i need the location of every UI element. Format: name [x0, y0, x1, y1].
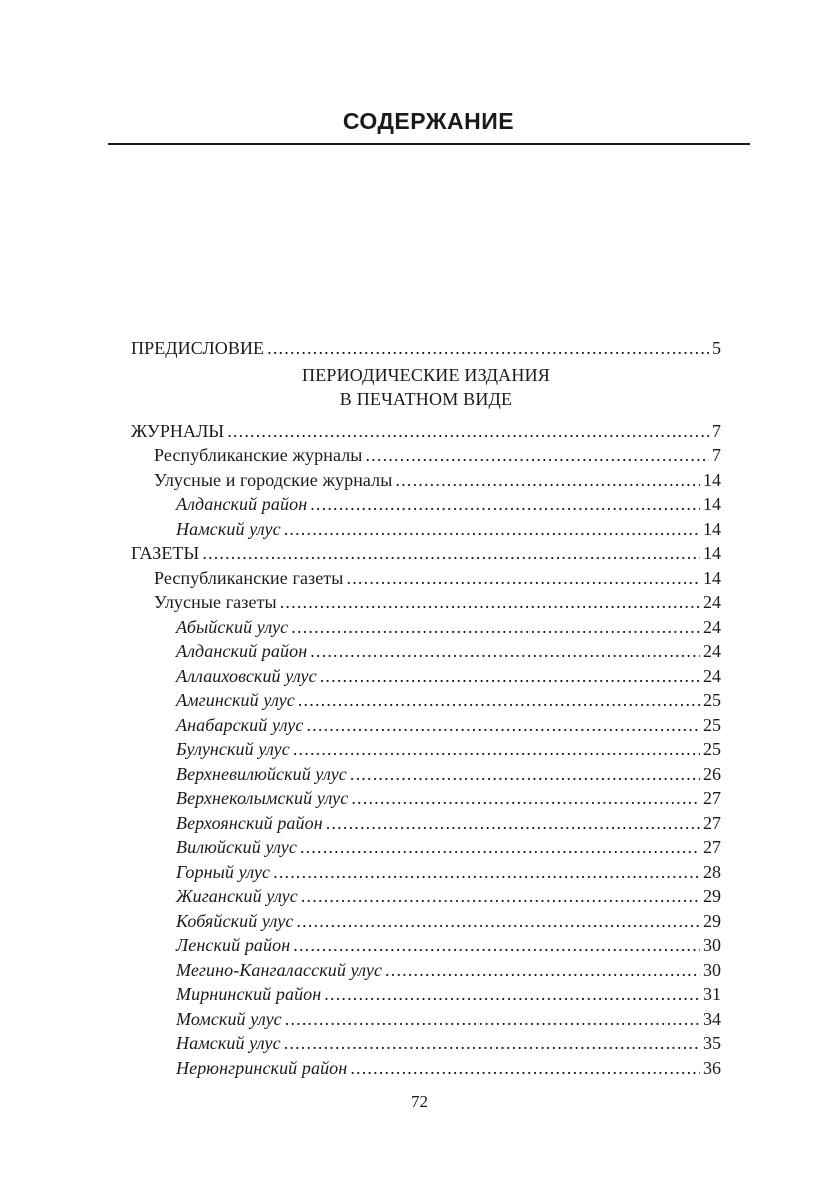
toc-entry-page: 25 [703, 714, 721, 735]
toc-entry-title: Мегино-Кангаласский улус [176, 959, 383, 980]
toc-entry-page: 14 [703, 567, 721, 588]
toc-entry-title: Жиганский улус [176, 886, 298, 906]
toc-entry-page: 25 [703, 739, 721, 759]
toc-entry[interactable] [131, 884, 721, 909]
toc-entry-preface[interactable] [131, 336, 721, 361]
toc-entry-page: 31 [703, 984, 721, 1004]
toc-entry-page: 27 [703, 812, 721, 833]
toc-entry-title: Вилюйский улус [176, 837, 297, 857]
toc-leader-dots [280, 590, 700, 614]
toc-entry-page: 7 [712, 420, 721, 441]
toc-entry-page: 35 [703, 1033, 721, 1053]
toc-entry[interactable] [131, 933, 721, 958]
toc-entry-page: 14 [703, 543, 721, 563]
toc-entry[interactable] [131, 664, 721, 689]
toc-entry-title: Анабарский улус [176, 714, 304, 735]
toc-entry-title: Абыйский улус [176, 616, 289, 637]
toc-entry[interactable] [131, 1056, 721, 1081]
toc-leader-dots [306, 713, 700, 737]
toc-entry-page: 24 [703, 641, 721, 661]
toc-entry-title: Мирнинский район [176, 984, 322, 1004]
toc-leader-dots [320, 664, 700, 688]
toc-leader-dots [291, 615, 700, 639]
toc-entry-title: ГАЗЕТЫ [131, 543, 200, 563]
toc-entry[interactable] [131, 762, 721, 787]
toc-entry-page: 14 [703, 518, 721, 539]
toc-leader-dots [293, 933, 700, 957]
toc-entry-title: Республиканские газеты [154, 567, 344, 588]
toc-entry-page: 36 [703, 1057, 721, 1078]
toc-entry-title: Алданский район [176, 494, 308, 514]
toc-entry-title: Булунский улус [176, 739, 290, 759]
toc-entry-page: 7 [712, 445, 721, 465]
toc-entry[interactable] [131, 615, 721, 640]
toc-entry[interactable] [131, 492, 721, 517]
toc-entry-page: 14 [703, 494, 721, 514]
toc-entry[interactable] [131, 566, 721, 591]
toc-entry-page: 30 [703, 959, 721, 980]
toc-entry[interactable] [131, 835, 721, 860]
toc-entry[interactable] [131, 958, 721, 983]
toc-leader-dots [285, 1007, 700, 1031]
toc-leader-dots [301, 884, 700, 908]
toc-leader-dots [310, 492, 700, 516]
toc-entry[interactable] [131, 443, 721, 468]
toc-entry[interactable] [131, 590, 721, 615]
toc-entry-title: Момский улус [176, 1008, 282, 1029]
toc-leader-dots [324, 982, 700, 1006]
toc-entry-page: 5 [712, 338, 721, 358]
toc-entry-title: Верхневилюйский улус [176, 763, 347, 784]
toc-entry[interactable] [131, 737, 721, 762]
toc-leader-dots [395, 468, 700, 492]
toc-entry-page: 29 [703, 910, 721, 931]
toc-entry[interactable] [131, 860, 721, 885]
toc-entry-title: Алданский район [176, 641, 308, 661]
toc-entry-page: 28 [703, 861, 721, 882]
toc-entry-page: 30 [703, 935, 721, 955]
toc-leader-dots [300, 835, 700, 859]
toc-entry-title: Кобяйский улус [176, 910, 294, 931]
toc-entry-title: Верхнеколымский улус [176, 788, 349, 808]
toc-entry[interactable] [131, 688, 721, 713]
toc-leader-dots [296, 909, 700, 933]
toc-entry[interactable] [131, 1031, 721, 1056]
toc-entry-page: 27 [703, 837, 721, 857]
toc-leader-dots [202, 541, 700, 565]
toc-entry[interactable] [131, 468, 721, 493]
toc-entry-title: ЖУРНАЛЫ [131, 420, 225, 441]
toc-entry-page: 14 [703, 469, 721, 490]
toc-entry-page: 27 [703, 788, 721, 808]
table-of-contents [131, 336, 721, 1080]
toc-entry[interactable] [131, 786, 721, 811]
toc-entry-title: Нерюнгринский район [176, 1057, 348, 1078]
toc-leader-dots [273, 860, 700, 884]
title-rule [108, 143, 750, 145]
toc-entry-title: Горный улус [176, 861, 271, 882]
toc-leader-dots [350, 1056, 700, 1080]
toc-leader-dots [351, 786, 700, 810]
toc-entry-page: 26 [703, 763, 721, 784]
toc-entry-page: 25 [703, 690, 721, 710]
toc-entry-title: ПРЕДИСЛОВИЕ [131, 338, 265, 358]
toc-entry-title: Амгинский улус [176, 690, 295, 710]
toc-entry-page: 29 [703, 886, 721, 906]
section-title [131, 363, 721, 411]
toc-leader-dots [326, 811, 700, 835]
toc-entry-title: Республиканские журналы [154, 445, 363, 465]
toc-entry[interactable] [131, 713, 721, 738]
page-number: 72 [411, 1092, 428, 1111]
toc-entry-page: 34 [703, 1008, 721, 1029]
toc-entry-title: Ленский район [176, 935, 291, 955]
toc-leader-dots [350, 762, 700, 786]
toc-leader-dots [298, 688, 700, 712]
toc-entry-title: Намский улус [176, 518, 281, 539]
toc-entry[interactable] [131, 541, 721, 566]
toc-leader-dots [227, 419, 709, 443]
toc-leader-dots [385, 958, 700, 982]
toc-leader-dots [267, 336, 709, 360]
toc-entry-title: Верхоянский район [176, 812, 323, 833]
toc-entry-page: 24 [703, 665, 721, 686]
toc-entry[interactable] [131, 1007, 721, 1032]
section-title-line: ПЕРИОДИЧЕСКИЕ ИЗДАНИЯ [302, 364, 550, 385]
toc-leader-dots [284, 517, 700, 541]
toc-leader-dots [310, 639, 700, 663]
toc-entry[interactable] [131, 419, 721, 444]
toc-entry-page: 24 [703, 616, 721, 637]
toc-entry[interactable] [131, 811, 721, 836]
toc-leader-dots [365, 443, 709, 467]
toc-leader-dots [284, 1031, 700, 1055]
toc-entry-page: 24 [703, 592, 721, 612]
toc-entry[interactable] [131, 982, 721, 1007]
toc-leader-dots [293, 737, 700, 761]
toc-entry-title: Улусные газеты [154, 592, 277, 612]
toc-entry-title: Улусные и городские журналы [154, 469, 393, 490]
toc-entry[interactable] [131, 517, 721, 542]
toc-entry-title: Намский улус [176, 1033, 281, 1053]
toc-entry[interactable] [131, 909, 721, 934]
toc-leader-dots [347, 566, 700, 590]
toc-entry[interactable] [131, 639, 721, 664]
section-title-line: В ПЕЧАТНОМ ВИДЕ [339, 388, 513, 409]
toc-entry-title: Аллаиховский улус [176, 665, 317, 686]
page-title: СОДЕРЖАНИЕ [342, 108, 515, 134]
